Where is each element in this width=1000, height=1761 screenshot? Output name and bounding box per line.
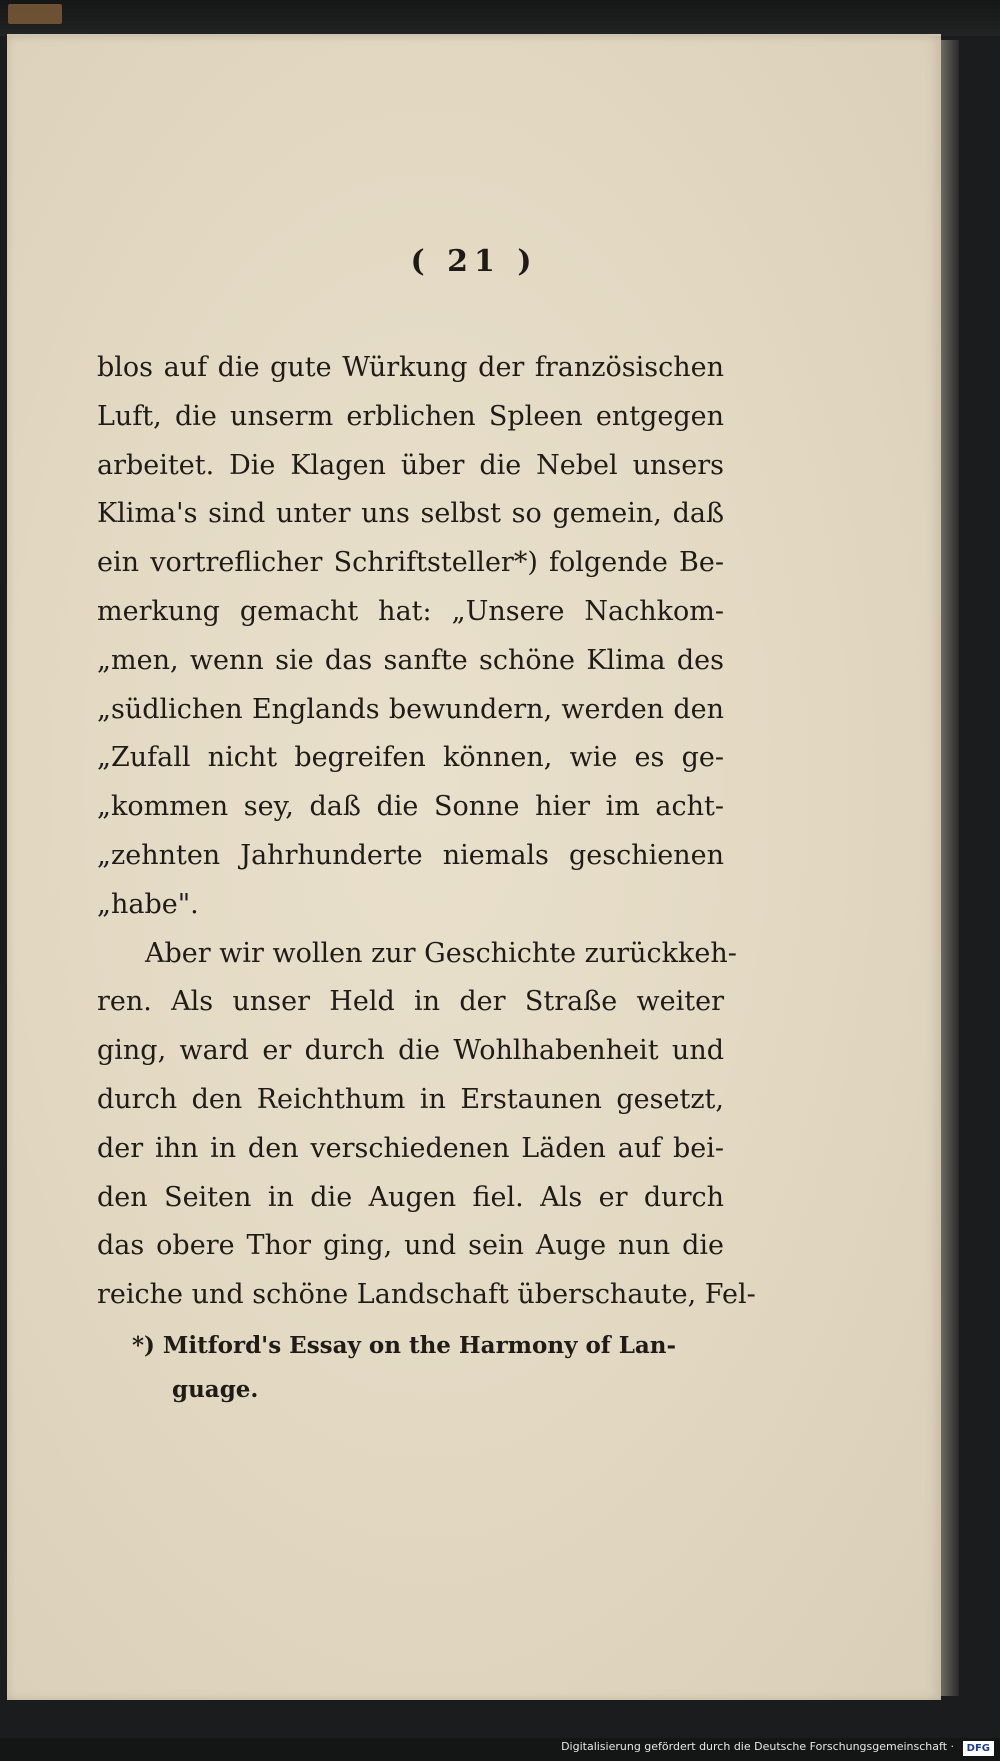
- text-line: „Zufall nicht begreifen können, wie es ge-: [97, 742, 724, 774]
- text-line: blos auf die gute Würkung der französischen: [97, 352, 724, 383]
- footnote-line: *) Mitford's Essay on the Harmony of Lan-: [132, 1332, 677, 1359]
- text-line: der ihn in den verschiedenen Läden auf bei-: [97, 1132, 724, 1164]
- text-line: merkung gemacht hat: „Unsere Nachkom-: [97, 595, 724, 627]
- digitization-credit-bar: [0, 1738, 1000, 1761]
- text-line: „habe".: [97, 888, 199, 920]
- footnote-line: guage.: [172, 1376, 259, 1403]
- text-line: den Seiten in die Augen fiel. Als er durch: [97, 1181, 724, 1213]
- dfg-logo: DFG: [963, 1741, 994, 1756]
- page-corner-tab: [8, 4, 62, 24]
- book-page: [7, 34, 941, 1700]
- text-line: das obere Thor ging, und sein Auge nun die: [97, 1230, 724, 1262]
- text-line: durch den Reichthum in Erstaunen gesetzt,: [97, 1083, 724, 1115]
- footnote: [132, 1324, 732, 1412]
- text-line: „südlichen Englands bewundern, werden den: [97, 693, 724, 725]
- text-line: Luft, die unserm erblichen Spleen entgegen: [97, 400, 724, 432]
- text-line: ren. Als unser Held in der Straße weiter: [97, 986, 724, 1018]
- main-text-block: [97, 344, 756, 1320]
- text-line: „men, wenn sie das sanfte schöne Klima des: [97, 644, 724, 676]
- text-line: ein vortreflicher Schriftsteller*) folgende Be-: [97, 547, 724, 579]
- text-line: „kommen sey, daß die Sonne hier im acht-: [97, 791, 724, 823]
- paragraph-start-line: Aber wir wollen zur Geschichte zurückkeh-: [145, 937, 737, 969]
- text-line: Klima's sind unter uns selbst so gemein, daß: [97, 498, 724, 530]
- book-page-edge: [941, 40, 959, 1696]
- page-number: ( 21 ): [410, 244, 538, 279]
- text-line: ging, ward er durch die Wohlhabenheit und: [97, 1035, 724, 1067]
- text-line: „zehnten Jahrhunderte niemals geschienen: [97, 839, 724, 871]
- text-line: reiche und schöne Landschaft überschaute, Fel-: [97, 1279, 756, 1311]
- text-line: arbeitet. Die Klagen über die Nebel unsers: [97, 449, 724, 481]
- digitization-credit: Digitalisierung gefördert durch die Deutsche Forschungsgemeinschaft ·: [561, 1740, 954, 1753]
- scan-top-border: [0, 0, 1000, 36]
